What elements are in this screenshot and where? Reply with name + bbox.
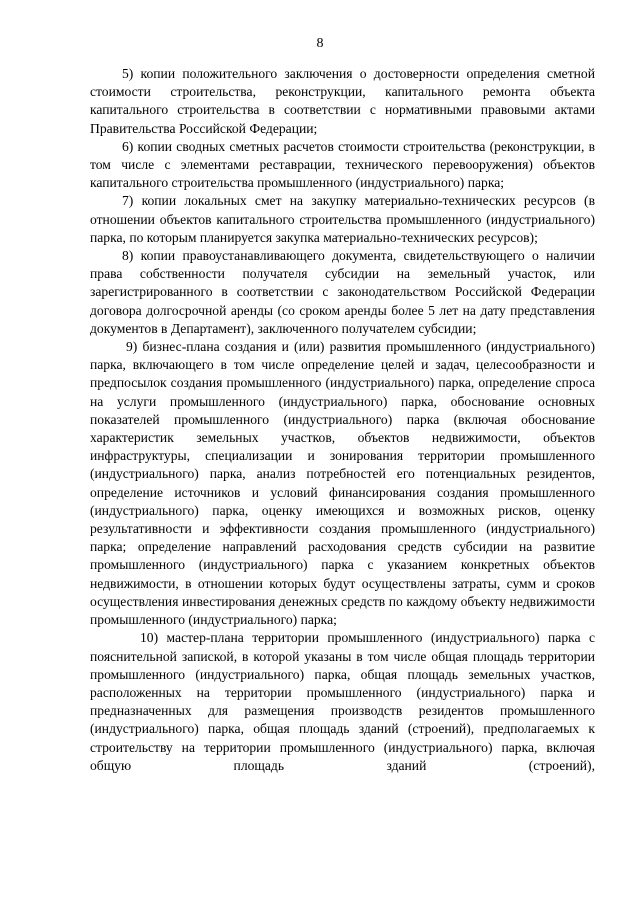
paragraph-item-6: 6) копии сводных сметных расчетов стоимости строительства (реконструкции, в том числе с элементами реставрации, технического перевооружения) объектов капитального строительства промышленного (индустриального) парка; [90, 138, 595, 191]
paragraph-item-10: 10) мастер-плана территории промышленного (индустриального) парка с пояснительной запиской, в которой указаны в том числе общая площадь территории промышленного (индустриального) парка, общая площадь земельных участков, расположенных на территории промышленного (индустриального) парка и предназначенных для размещения производств резидентов промышленного (индустриального) парка, общая площадь зданий (строений), предполагаемых к строительству на территории промышленного (индустриального) парка, включая общую площадь зданий (строений), [90, 630, 595, 773]
page-number: 8 [316, 36, 324, 51]
document-body [90, 65, 595, 775]
paragraph-item-8: 8) копии правоустанавливающего документа, свидетельствующего о наличии права собственности получателя субсидии на земельный участок, или зарегистрированного в соответствии с законодательством Российской Федерации договора долгосрочной аренды (со сроком аренды более 5 лет на дату представления документов в Департамент), заключенного получателем субсидии; [90, 248, 595, 336]
paragraph-item-5: 5) копии положительного заключения о достоверности определения сметной стоимости строительства, реконструкции, капитального ремонта объекта капитального строительства в соответствии с нормативными правовыми актами Правительства Российской Федерации; [90, 66, 595, 136]
paragraph-item-9: 9) бизнес-плана создания и (или) развития промышленного (индустриального) парка, включающего в том числе определение целей и задач, целесообразности и предпосылок создания промышленного (индустриального) парка, определение спроса на услуги промышленного (индустриального) парка, обоснование основных показателей промышленного (индустриального) парка (включая обоснование характеристик земельных участков, объектов недвижимости, объектов инфраструктуры, специализации и зонирования территории промышленного (индустриального) парка, анализ потребностей его потенциальных резидентов, определение источников и условий финансирования создания промышленного (индустриального) парка, оценку имеющихся и возможных рисков, оценку результативности и эффективности создания промышленного (индустриального) парка; определение направлений расходования средств субсидии на развитие промышленного (индустриального) парка с указанием конкретных объектов недвижимости, в отношении которых будут осуществлены затраты, сумм и сроков осуществления инвестирования денежных средств по каждому объекту недвижимости промышленного (индустриального) парка; [90, 339, 595, 628]
paragraph-item-7: 7) копии локальных смет на закупку материально-технических ресурсов (в отношении объектов капитального строительства промышленного (индустриального) парка, по которым планируется закупка материально-технических ресурсов); [90, 193, 595, 245]
